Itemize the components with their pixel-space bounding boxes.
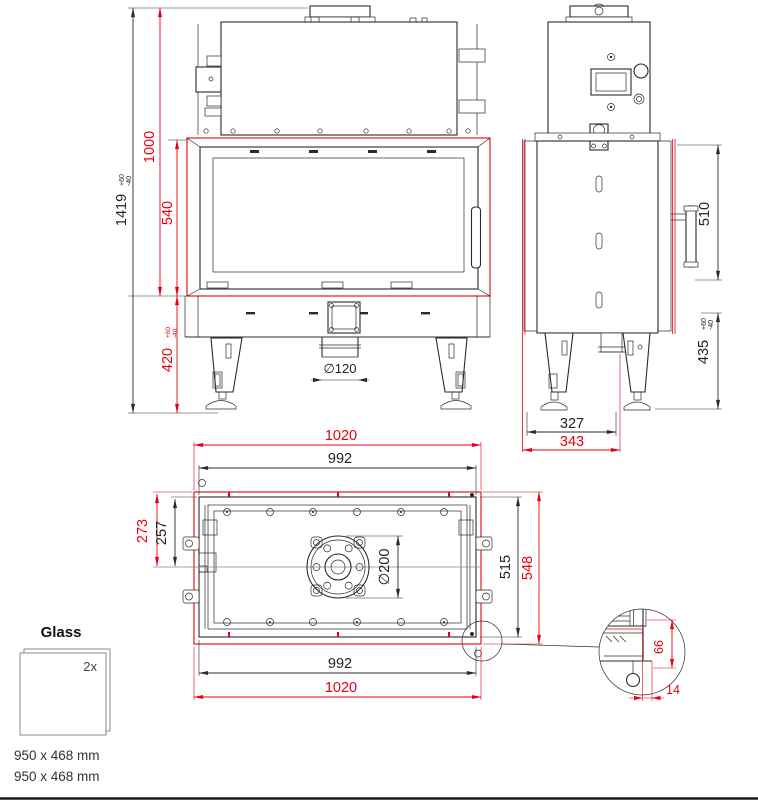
detail-view — [599, 606, 685, 701]
side-view — [523, 4, 723, 452]
dim-top-width-overall-bottom: 1020 — [324, 680, 358, 696]
dim-side-plinth-height-value: 435 — [696, 339, 712, 365]
dim-side-door-height — [697, 202, 713, 226]
front-door-handle — [472, 207, 481, 268]
side-air-knob-icon — [634, 64, 648, 78]
front-glass-pane — [213, 158, 464, 272]
glass-legend — [14, 624, 110, 784]
dim-top-width-inner-top: 992 — [327, 451, 353, 467]
dim-side-plinth-tol-minus: -40 — [708, 319, 715, 330]
top-view — [135, 428, 599, 700]
dim-front-plinth-tol-plus: +60 — [165, 326, 172, 338]
front-door-frame — [187, 138, 490, 296]
dim-top-width-overall-top: 1020 — [324, 428, 358, 444]
dim-front-overall-height-tol-plus: +60 — [119, 174, 126, 186]
detail-leader-line — [502, 644, 599, 647]
dim-front-overall-height-value: 1419 — [114, 193, 130, 227]
dim-front-overall-height-tol-minus: -40 — [126, 175, 133, 186]
glass-size-2: 950 x 468 mm — [14, 769, 100, 784]
detail-linework — [600, 606, 652, 687]
dim-front-glass-height — [160, 201, 176, 225]
top-detail-marker-circle — [462, 621, 502, 661]
dim-detail-edge-height-value: 66 — [652, 640, 666, 654]
side-flue-collar-icon — [566, 4, 632, 22]
dim-front-overall-height — [114, 174, 133, 226]
dim-top-depth-inner-value: 515 — [498, 554, 514, 580]
side-upper-body — [548, 22, 650, 150]
front-outlet-duct — [319, 337, 361, 357]
dim-side-depth-overall: 343 — [559, 434, 585, 450]
front-flue-collar-icon — [305, 6, 427, 22]
front-dimensions — [114, 8, 369, 413]
dim-top-depth-axis-inner-value: 257 — [154, 520, 170, 546]
dim-detail-edge-offset: 14 — [666, 683, 680, 697]
top-dimensions — [135, 428, 543, 700]
dim-top-depth-inner — [498, 555, 514, 579]
dim-top-depth-overall-value: 548 — [520, 555, 536, 581]
front-upper-body — [196, 22, 485, 135]
dim-top-depth-axis-outer — [135, 519, 151, 543]
dim-top-depth-axis-outer-value: 273 — [135, 518, 151, 544]
dim-top-flue-diameter-value: ∅200 — [377, 548, 393, 586]
glass-title: Glass — [40, 624, 82, 641]
dim-side-plinth-height — [696, 318, 715, 364]
front-bolt-row — [204, 129, 470, 133]
dim-top-flue-diameter — [377, 549, 393, 586]
glass-size-1: 950 x 468 mm — [14, 748, 100, 763]
dim-front-body-height — [142, 131, 158, 163]
dim-front-glass-height-value: 540 — [160, 200, 176, 226]
dim-front-plinth-height — [160, 327, 179, 373]
front-base — [185, 296, 490, 337]
dim-front-outlet-diameter — [311, 361, 369, 382]
dim-front-body-height-value: 1000 — [142, 130, 158, 164]
front-view — [114, 6, 490, 413]
dim-detail-edge-height — [652, 640, 666, 654]
dim-side-depth-inner: 327 — [559, 416, 585, 432]
dim-side-plinth-tol-plus: +60 — [701, 318, 708, 330]
top-outer-frame-red — [194, 492, 481, 644]
dim-side-door-height-value: 510 — [697, 201, 713, 227]
glass-quantity: 2x — [83, 659, 97, 674]
dim-front-outlet-diameter-value: ∅120 — [323, 361, 357, 376]
side-legs — [541, 333, 650, 410]
dim-front-plinth-tol-minus: -40 — [172, 328, 179, 338]
dim-top-depth-axis-inner — [154, 521, 170, 545]
dim-top-depth-overall — [520, 556, 536, 580]
side-outlet-duct — [601, 333, 622, 352]
dim-front-plinth-height-value: 420 — [160, 347, 176, 373]
dim-top-width-inner-bottom: 992 — [327, 656, 353, 672]
